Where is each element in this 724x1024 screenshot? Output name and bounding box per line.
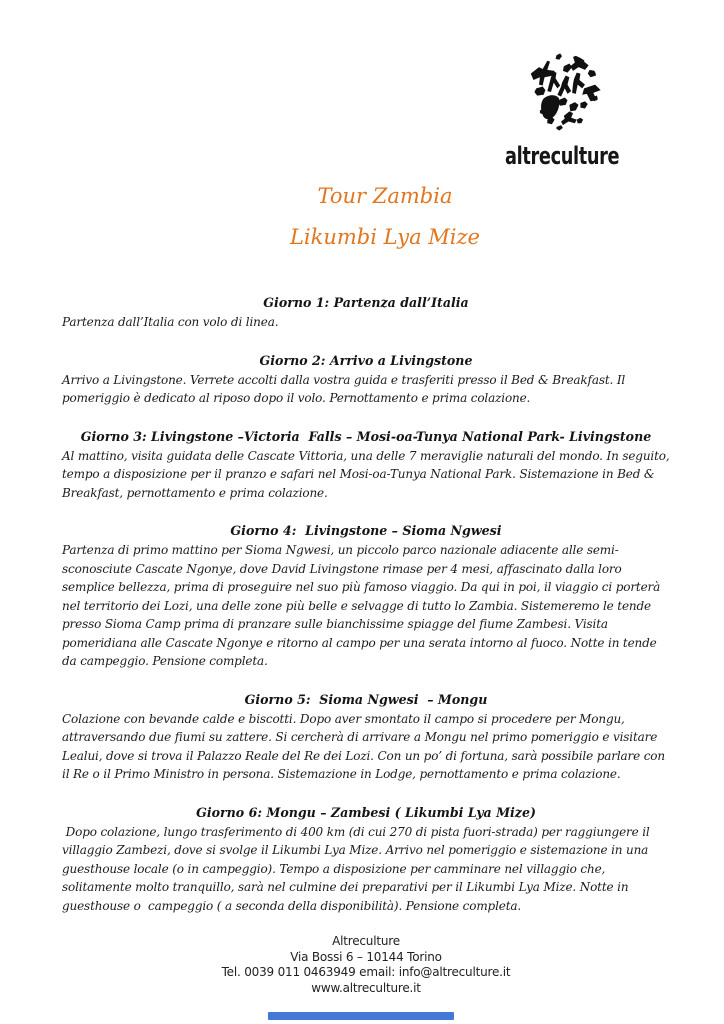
title-line-2: Likumbi Lya Mize xyxy=(289,225,480,249)
document-title xyxy=(23,176,724,258)
footer-contacts: Tel. 0039 011 0463949 email: info@altreculture.it xyxy=(221,965,511,979)
day-section-2 xyxy=(62,351,670,408)
day-3-body: Al mattino, visita guidata delle Cascate Vittoria, una delle 7 meraviglie naturali del mondo. In seguito, tempo a disposizione per il pranzo e safari nel Mosi-oa-Tunya National Park. Sistemazione in Bed & Breakfast, pernottamento e prima colazione. xyxy=(62,448,674,500)
day-4-heading: Giorno 4: Livingstone – Sioma Ngwesi xyxy=(230,523,502,538)
footer-address: Via Bossi 6 – 10144 Torino xyxy=(290,949,442,964)
day-section-3 xyxy=(62,427,674,503)
footer-website: www.altreculture.it xyxy=(311,980,421,995)
day-5-body: Colazione con bevande calde e biscotti. Dopo aver smontato il campo si procedere per Mongu, attraversando due fiumi su zattere. Si cercherà di arrivare a Mongu nel primo pomeriggio e visitare Lealui, dove si trova il Palazzo Reale del Re dei Lozi. Con un po’ di fortuna, sarà possibile parlare con il Re o il Primo Ministro in persona. Sistemazione in Lodge, pernottamento e prima colazione. xyxy=(62,711,669,781)
itinerary xyxy=(62,293,674,996)
day-section-5 xyxy=(62,690,670,784)
day-section-1 xyxy=(62,293,670,332)
footer-contact-block xyxy=(62,934,670,996)
brand-wordmark: altreculture xyxy=(504,142,620,170)
day-1-body: Partenza dall’Italia con volo di linea. xyxy=(62,315,279,329)
logo-collage-icon xyxy=(516,46,608,138)
day-3-heading: Giorno 3: Livingstone –Victoria Falls – Mosi-oa-Tunya National Park- Livingstone xyxy=(80,428,652,444)
brand-logo xyxy=(482,46,642,170)
day-2-heading: Giorno 2: Arrivo a Livingstone xyxy=(259,352,473,368)
day-4-body: Partenza di primo mattino per Sioma Ngwesi, un piccolo parco nazionale adiacente alle semi-sconosciute Cascate Ngonye, dove David Livingstone rimase per 4 mesi, affascinato dalla loro semplice bellezza, prima di proseguire nel suo più famoso viaggio. Da qui in poi, il viaggio ci porterà nel territorio dei Lozi, una delle zone più belle e selvagge di tutto lo Zambia. Sistemeremo le tende presso Sioma Camp prima di pranzare sulle bianchissime spiagge del fiume Zambesi. Visita pomeridiana alle Cascate Ngonye e ritorno al campo per una serata intorno al fuoco. Notte in tende da campeggio. Pensione completa. xyxy=(62,543,664,668)
day-section-4 xyxy=(62,521,670,671)
footer-company: Altreculture xyxy=(332,934,400,948)
viewer-progress-bar xyxy=(268,1012,454,1020)
day-1-heading: Giorno 1: Partenza dall’Italia xyxy=(263,295,469,310)
day-section-6 xyxy=(62,803,670,916)
title-line-1: Tour Zambia xyxy=(317,184,453,208)
day-6-body: Dopo colazione, lungo trasferimento di 400 km (di cui 270 di pista fuori-strada) per raggiungere il villaggio Zambezi, dove si svolge il Likumbi Lya Mize. Arrivo nel pomeriggio e sistemazione in una guesthouse locale (o in campeggio). Tempo a disposizione per camminare nel villaggio che, solitamente molto tranquillo, sarà nel culmine dei preparativi per il Likumbi Lya Mize. Notte in guesthouse o campeggio ( a seconda della disponibilità). Pensione completa. xyxy=(62,824,654,913)
day-2-body: Arrivo a Livingstone. Verrete accolti dalla vostra guida e trasferiti presso il Bed & Breakfast. Il pomeriggio è dedicato al riposo dopo il volo. Pernottamento e prima colazione. xyxy=(62,372,629,405)
day-5-heading: Giorno 5: Sioma Ngwesi – Mongu xyxy=(244,691,488,707)
day-6-heading: Giorno 6: Mongu – Zambesi ( Likumbi Lya Mize) xyxy=(196,804,536,820)
